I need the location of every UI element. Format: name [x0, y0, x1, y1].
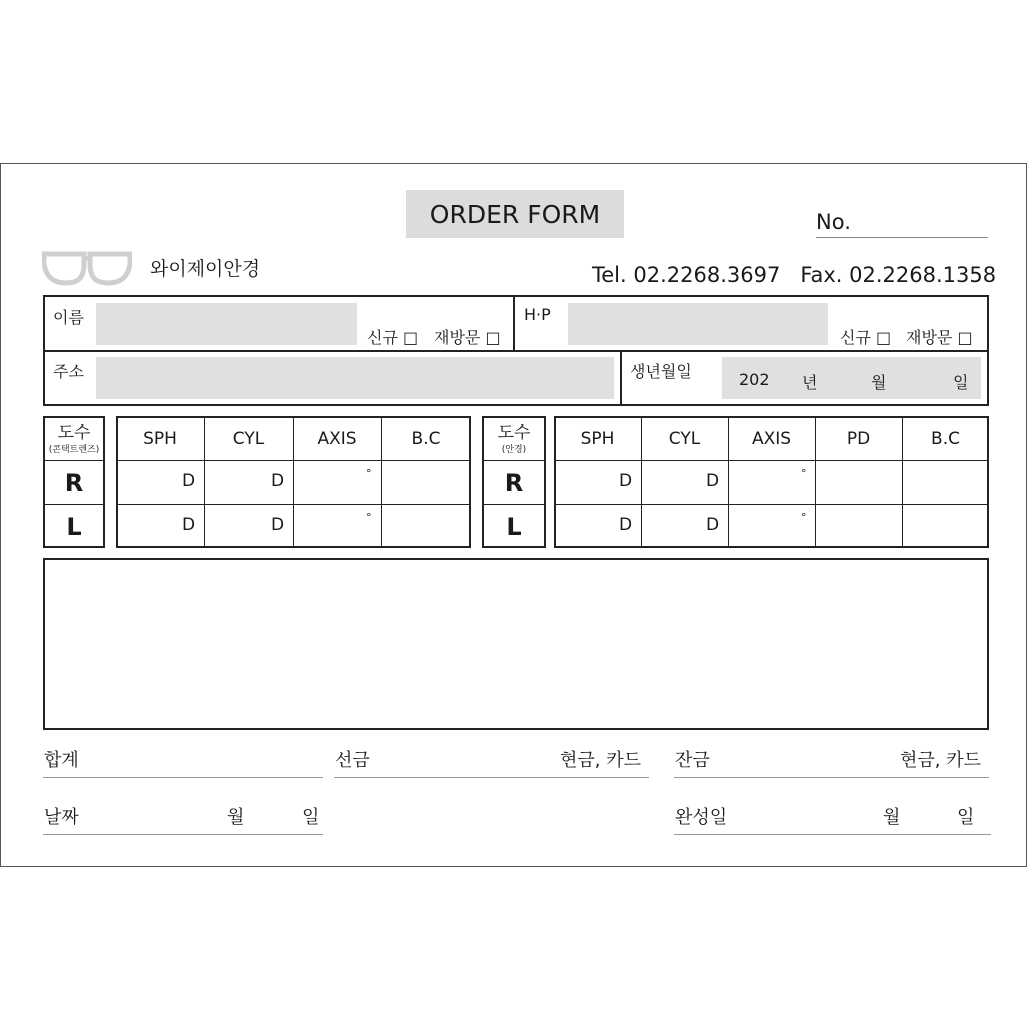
gl-left-eye-label: L: [506, 512, 522, 541]
completion-date-label: 완성일: [675, 807, 728, 828]
date-label: 날짜: [44, 807, 79, 828]
balance-line[interactable]: [674, 777, 989, 778]
cl-l-cyl-unit: D: [271, 515, 285, 535]
gl-col-axis: AXIS: [751, 429, 792, 449]
order-number-label: No.: [816, 210, 851, 234]
completion-day-unit: 일: [957, 807, 975, 828]
cl-l-sph-unit: D: [182, 515, 196, 535]
address-label: 주소: [53, 362, 84, 381]
gl-l-axis-unit: °: [801, 511, 807, 524]
cl-rx-sublabel: (콘택트렌즈): [48, 444, 100, 455]
gl-col-sph: SPH: [580, 429, 615, 449]
name-label: 이름: [53, 308, 84, 327]
birth-day-unit: 일: [953, 373, 969, 392]
completion-month-unit: 월: [883, 807, 901, 828]
address-birth-divider: [620, 350, 622, 406]
deposit-label: 선금: [335, 750, 370, 771]
cl-r-axis-unit: °: [366, 467, 372, 480]
name-hp-divider: [513, 295, 515, 351]
gl-l-sph-unit: D: [619, 515, 633, 535]
cl-col-cyl: CYL: [232, 429, 265, 449]
birth-year-unit: 년: [802, 373, 818, 392]
new-customer-checkbox-1[interactable]: 신규 □: [367, 328, 419, 347]
birth-month-unit: 월: [871, 373, 887, 392]
cl-col-bc: B.C: [411, 429, 441, 449]
cl-l-axis-unit: °: [366, 511, 372, 524]
total-label: 합계: [44, 750, 79, 771]
tel-number: Tel. 02.2268.3697: [592, 263, 781, 287]
cl-col-sph: SPH: [143, 429, 177, 449]
customer-row-divider: [43, 350, 989, 352]
gl-l-cyl-unit: D: [706, 515, 720, 535]
gl-r-axis-unit: °: [801, 467, 807, 480]
gl-row-divider-1: [554, 460, 989, 461]
balance-method[interactable]: 현금, 카드: [900, 750, 981, 771]
gl-rx-sublabel: (안경): [501, 444, 527, 455]
gl-col-cyl: CYL: [668, 429, 701, 449]
date-month-unit: 월: [227, 807, 245, 828]
cl-col-axis: AXIS: [317, 429, 357, 449]
address-field[interactable]: [96, 357, 614, 399]
cl-r-sph-unit: D: [182, 471, 196, 491]
cl-left-eye-label: L: [66, 512, 82, 541]
cl-rx-label: 도수: [57, 422, 91, 443]
gl-right-eye-label: R: [504, 468, 524, 497]
glasses-icon: [42, 250, 132, 286]
gl-r-cyl-unit: D: [706, 471, 720, 491]
gl-col-bc: B.C: [931, 429, 960, 449]
birth-label: 생년월일: [630, 362, 692, 381]
deposit-method[interactable]: 현금, 카드: [560, 750, 641, 771]
gl-rx-label: 도수: [497, 422, 531, 443]
memo-box[interactable]: [43, 558, 989, 730]
revisit-checkbox-1[interactable]: 재방문 □: [434, 328, 501, 347]
birth-year-prefix: 202: [739, 370, 770, 389]
date-line[interactable]: [43, 834, 323, 835]
order-number-line[interactable]: [816, 237, 988, 238]
fax-number: Fax. 02.2268.1358: [800, 263, 997, 287]
total-line[interactable]: [43, 777, 323, 778]
deposit-line[interactable]: [334, 777, 649, 778]
hp-label: H·P: [524, 305, 551, 324]
shop-name: 와이제이안경: [150, 258, 261, 280]
cl-right-eye-label: R: [64, 468, 84, 497]
balance-label: 잔금: [675, 750, 710, 771]
hp-field[interactable]: [568, 303, 828, 345]
new-customer-checkbox-2[interactable]: 신규 □: [840, 328, 892, 347]
form-title: ORDER FORM: [406, 190, 624, 238]
gl-col-pd: PD: [846, 429, 871, 449]
contact-info: [592, 263, 996, 287]
gl-row-divider-2: [554, 504, 989, 505]
completion-date-line[interactable]: [674, 834, 991, 835]
gl-r-sph-unit: D: [619, 471, 633, 491]
name-field[interactable]: [96, 303, 357, 345]
revisit-checkbox-2[interactable]: 재방문 □: [906, 328, 973, 347]
cl-r-cyl-unit: D: [271, 471, 285, 491]
date-day-unit: 일: [302, 807, 320, 828]
